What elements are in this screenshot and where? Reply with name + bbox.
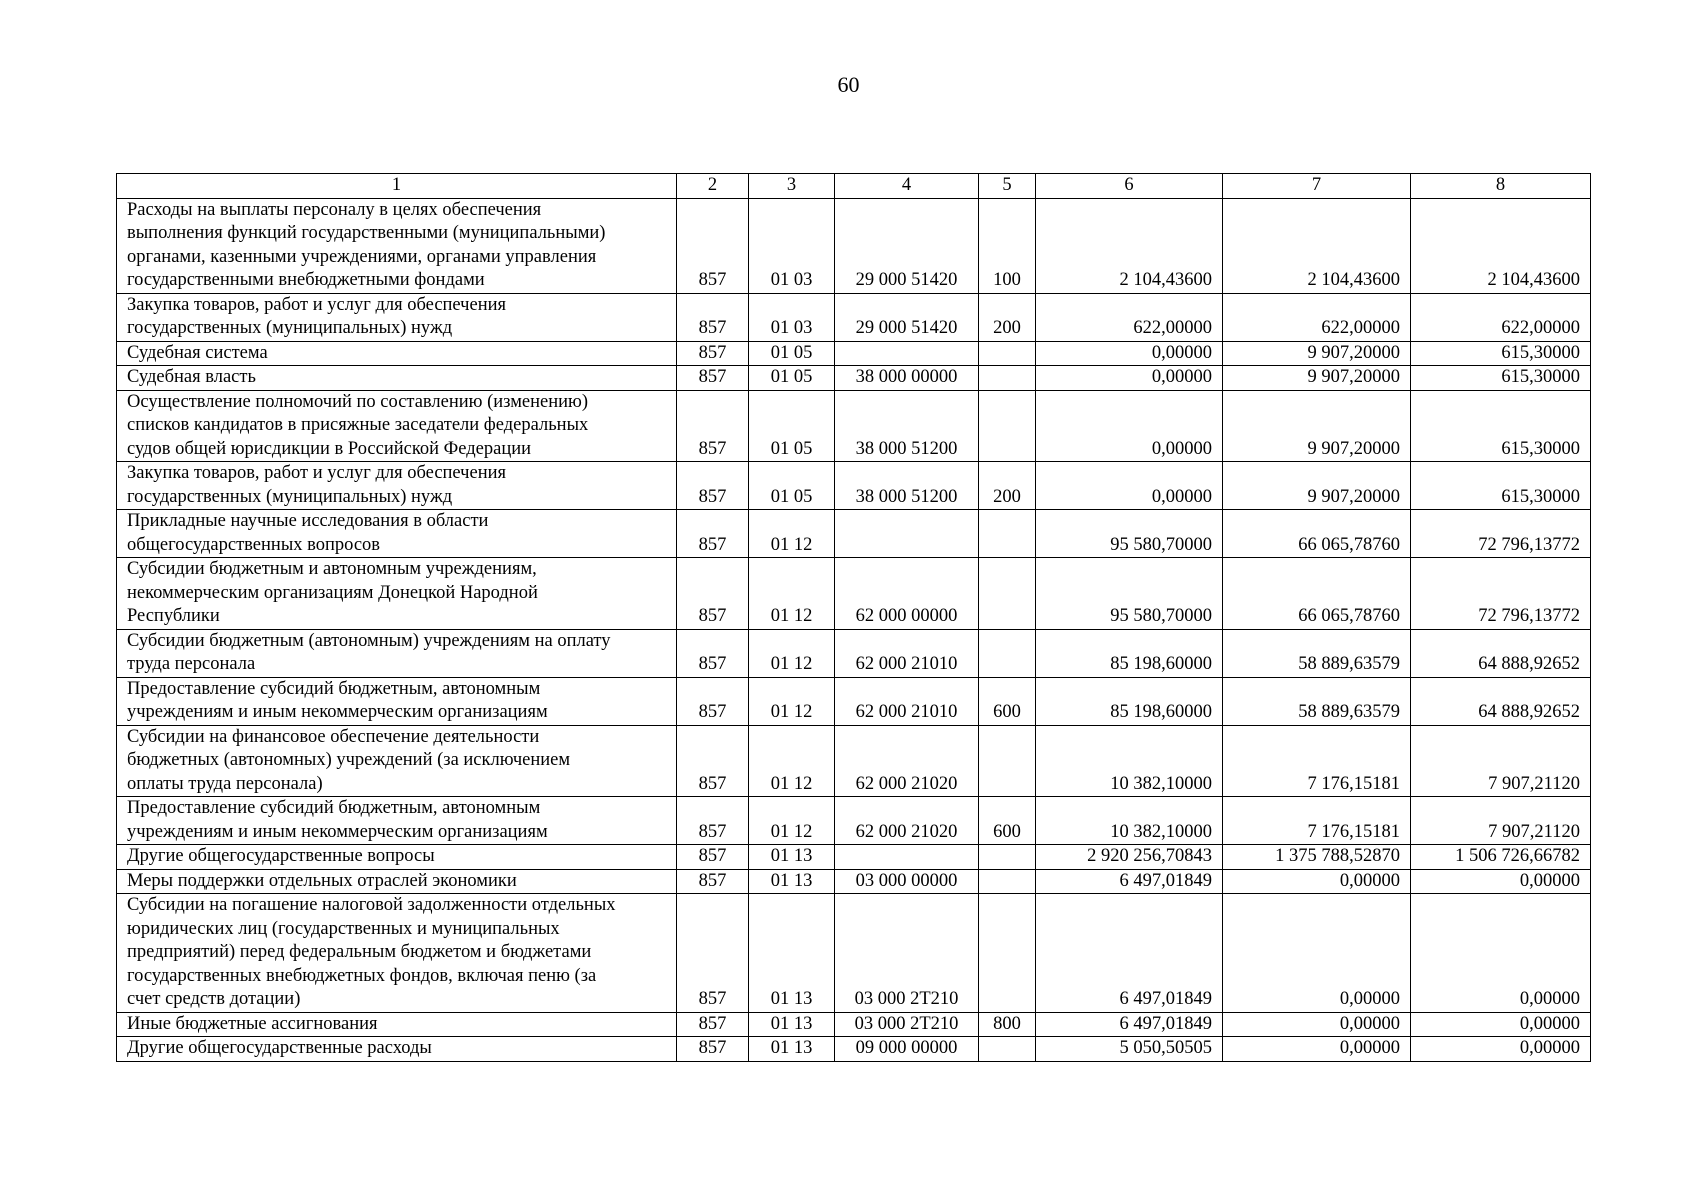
cell-target-article: 38 000 51200 (835, 390, 979, 462)
cell-department-code: 857 (677, 629, 749, 677)
cell-target-article: 03 000 00000 (835, 869, 979, 894)
header-row (117, 174, 1591, 199)
page-number: 60 (837, 72, 860, 97)
cell-amount-col8: 615,30000 (1411, 366, 1591, 391)
cell-amount-col7: 1 375 788,52870 (1223, 845, 1411, 870)
cell-amount-col8: 615,30000 (1411, 462, 1591, 510)
column-header: 8 (1411, 174, 1591, 199)
cell-section-code: 01 12 (749, 629, 835, 677)
cell-department-code: 857 (677, 797, 749, 845)
table-row (117, 629, 1591, 677)
cell-section-code: 01 13 (749, 845, 835, 870)
column-header: 1 (117, 174, 677, 199)
cell-description: Закупка товаров, работ и услуг для обеспечения государственных (муниципальных) нужд (117, 293, 677, 341)
cell-amount-col6: 6 497,01849 (1036, 1012, 1223, 1037)
table-row (117, 462, 1591, 510)
cell-target-article: 38 000 51200 (835, 462, 979, 510)
cell-section-code: 01 13 (749, 1037, 835, 1062)
cell-section-code: 01 05 (749, 462, 835, 510)
cell-department-code: 857 (677, 366, 749, 391)
cell-expense-type (979, 869, 1036, 894)
table-row (117, 894, 1591, 1013)
cell-section-code: 01 12 (749, 725, 835, 797)
cell-amount-col6: 0,00000 (1036, 341, 1223, 366)
table-row (117, 558, 1591, 630)
cell-amount-col8: 64 888,92652 (1411, 629, 1591, 677)
cell-description: Судебная система (117, 341, 677, 366)
cell-amount-col7: 66 065,78760 (1223, 558, 1411, 630)
cell-amount-col6: 622,00000 (1036, 293, 1223, 341)
cell-section-code: 01 03 (749, 293, 835, 341)
cell-amount-col7: 0,00000 (1223, 894, 1411, 1013)
column-header: 4 (835, 174, 979, 199)
table-row (117, 366, 1591, 391)
cell-target-article: 29 000 51420 (835, 293, 979, 341)
cell-description: Расходы на выплаты персоналу в целях обеспечения выполнения функций государственными (муниципальными) органами, казенными учреждениями, органами управления государственными внебюджетными фондами (117, 198, 677, 293)
cell-description: Меры поддержки отдельных отраслей экономики (117, 869, 677, 894)
cell-department-code: 857 (677, 198, 749, 293)
table-row (117, 198, 1591, 293)
cell-description: Судебная власть (117, 366, 677, 391)
cell-expense-type: 600 (979, 677, 1036, 725)
cell-section-code: 01 13 (749, 894, 835, 1013)
cell-target-article: 62 000 21020 (835, 725, 979, 797)
table-row (117, 725, 1591, 797)
cell-amount-col8: 72 796,13772 (1411, 558, 1591, 630)
cell-department-code: 857 (677, 894, 749, 1013)
cell-department-code: 857 (677, 390, 749, 462)
cell-amount-col8: 7 907,21120 (1411, 725, 1591, 797)
cell-department-code: 857 (677, 1012, 749, 1037)
cell-description: Закупка товаров, работ и услуг для обеспечения государственных (муниципальных) нужд (117, 462, 677, 510)
cell-expense-type: 200 (979, 293, 1036, 341)
cell-department-code: 857 (677, 558, 749, 630)
cell-target-article: 29 000 51420 (835, 198, 979, 293)
table-row (117, 390, 1591, 462)
cell-amount-col8: 622,00000 (1411, 293, 1591, 341)
cell-amount-col6: 85 198,60000 (1036, 629, 1223, 677)
cell-expense-type (979, 629, 1036, 677)
cell-expense-type (979, 845, 1036, 870)
cell-section-code: 01 12 (749, 510, 835, 558)
cell-department-code: 857 (677, 341, 749, 366)
cell-amount-col6: 10 382,10000 (1036, 797, 1223, 845)
cell-expense-type (979, 390, 1036, 462)
cell-target-article: 62 000 21020 (835, 797, 979, 845)
cell-description: Осуществление полномочий по составлению (изменению) списков кандидатов в присяжные заседатели федеральных судов общей юрисдикции в Российской Федерации (117, 390, 677, 462)
cell-expense-type: 100 (979, 198, 1036, 293)
column-header: 2 (677, 174, 749, 199)
cell-target-article (835, 341, 979, 366)
cell-department-code: 857 (677, 1037, 749, 1062)
cell-section-code: 01 13 (749, 869, 835, 894)
cell-section-code: 01 13 (749, 1012, 835, 1037)
cell-amount-col6: 0,00000 (1036, 462, 1223, 510)
cell-amount-col6: 85 198,60000 (1036, 677, 1223, 725)
cell-amount-col8: 615,30000 (1411, 341, 1591, 366)
column-header: 7 (1223, 174, 1411, 199)
cell-amount-col6: 6 497,01849 (1036, 869, 1223, 894)
table-row (117, 845, 1591, 870)
cell-target-article: 62 000 21010 (835, 677, 979, 725)
cell-department-code: 857 (677, 510, 749, 558)
cell-department-code: 857 (677, 677, 749, 725)
cell-section-code: 01 05 (749, 390, 835, 462)
column-header: 5 (979, 174, 1036, 199)
cell-amount-col6: 10 382,10000 (1036, 725, 1223, 797)
cell-amount-col6: 0,00000 (1036, 366, 1223, 391)
cell-expense-type (979, 510, 1036, 558)
cell-amount-col8: 2 104,43600 (1411, 198, 1591, 293)
cell-expense-type (979, 725, 1036, 797)
table-row (117, 293, 1591, 341)
cell-target-article (835, 510, 979, 558)
table-row (117, 677, 1591, 725)
cell-section-code: 01 12 (749, 797, 835, 845)
cell-target-article: 09 000 00000 (835, 1037, 979, 1062)
cell-section-code: 01 05 (749, 341, 835, 366)
cell-expense-type: 200 (979, 462, 1036, 510)
cell-amount-col7: 66 065,78760 (1223, 510, 1411, 558)
cell-amount-col8: 0,00000 (1411, 1037, 1591, 1062)
cell-description: Субсидии на финансовое обеспечение деятельности бюджетных (автономных) учреждений (за исключением оплаты труда персонала) (117, 725, 677, 797)
cell-target-article: 03 000 2Т210 (835, 894, 979, 1013)
cell-amount-col7: 0,00000 (1223, 1037, 1411, 1062)
cell-amount-col8: 615,30000 (1411, 390, 1591, 462)
cell-amount-col6: 6 497,01849 (1036, 894, 1223, 1013)
cell-amount-col6: 95 580,70000 (1036, 558, 1223, 630)
cell-amount-col7: 58 889,63579 (1223, 677, 1411, 725)
cell-amount-col8: 0,00000 (1411, 894, 1591, 1013)
column-header: 3 (749, 174, 835, 199)
cell-description: Предоставление субсидий бюджетным, автономным учреждениям и иным некоммерческим организациям (117, 677, 677, 725)
cell-amount-col7: 9 907,20000 (1223, 462, 1411, 510)
cell-section-code: 01 03 (749, 198, 835, 293)
cell-amount-col7: 7 176,15181 (1223, 797, 1411, 845)
cell-amount-col8: 1 506 726,66782 (1411, 845, 1591, 870)
cell-amount-col8: 64 888,92652 (1411, 677, 1591, 725)
cell-amount-col6: 95 580,70000 (1036, 510, 1223, 558)
cell-amount-col8: 0,00000 (1411, 869, 1591, 894)
cell-amount-col7: 622,00000 (1223, 293, 1411, 341)
cell-amount-col6: 2 920 256,70843 (1036, 845, 1223, 870)
cell-expense-type (979, 366, 1036, 391)
cell-section-code: 01 12 (749, 558, 835, 630)
cell-description: Предоставление субсидий бюджетным, автономным учреждениям и иным некоммерческим организациям (117, 797, 677, 845)
cell-target-article: 62 000 00000 (835, 558, 979, 630)
cell-expense-type (979, 341, 1036, 366)
cell-description: Прикладные научные исследования в области общегосударственных вопросов (117, 510, 677, 558)
cell-amount-col7: 0,00000 (1223, 1012, 1411, 1037)
cell-section-code: 01 12 (749, 677, 835, 725)
cell-department-code: 857 (677, 845, 749, 870)
table-row (117, 869, 1591, 894)
cell-expense-type: 600 (979, 797, 1036, 845)
cell-amount-col6: 5 050,50505 (1036, 1037, 1223, 1062)
table-row (117, 1012, 1591, 1037)
budget-table (116, 173, 1591, 1062)
cell-expense-type: 800 (979, 1012, 1036, 1037)
cell-amount-col7: 58 889,63579 (1223, 629, 1411, 677)
cell-expense-type (979, 1037, 1036, 1062)
cell-amount-col7: 2 104,43600 (1223, 198, 1411, 293)
cell-amount-col8: 72 796,13772 (1411, 510, 1591, 558)
cell-amount-col8: 0,00000 (1411, 1012, 1591, 1037)
cell-amount-col6: 0,00000 (1036, 390, 1223, 462)
cell-target-article (835, 845, 979, 870)
table-row (117, 510, 1591, 558)
cell-amount-col7: 0,00000 (1223, 869, 1411, 894)
cell-expense-type (979, 558, 1036, 630)
cell-amount-col6: 2 104,43600 (1036, 198, 1223, 293)
table-row (117, 1037, 1591, 1062)
cell-amount-col7: 9 907,20000 (1223, 390, 1411, 462)
cell-department-code: 857 (677, 293, 749, 341)
cell-amount-col7: 9 907,20000 (1223, 341, 1411, 366)
cell-target-article: 03 000 2Т210 (835, 1012, 979, 1037)
column-header: 6 (1036, 174, 1223, 199)
cell-department-code: 857 (677, 462, 749, 510)
cell-department-code: 857 (677, 869, 749, 894)
cell-description: Другие общегосударственные расходы (117, 1037, 677, 1062)
cell-target-article: 62 000 21010 (835, 629, 979, 677)
cell-description: Субсидии бюджетным и автономным учреждениям, некоммерческим организациям Донецкой Народной Республики (117, 558, 677, 630)
cell-amount-col7: 7 176,15181 (1223, 725, 1411, 797)
cell-expense-type (979, 894, 1036, 1013)
cell-amount-col8: 7 907,21120 (1411, 797, 1591, 845)
cell-description: Субсидии бюджетным (автономным) учреждениям на оплату труда персонала (117, 629, 677, 677)
cell-target-article: 38 000 00000 (835, 366, 979, 391)
cell-description: Иные бюджетные ассигнования (117, 1012, 677, 1037)
table-row (117, 797, 1591, 845)
cell-description: Другие общегосударственные вопросы (117, 845, 677, 870)
cell-section-code: 01 05 (749, 366, 835, 391)
cell-department-code: 857 (677, 725, 749, 797)
cell-description: Субсидии на погашение налоговой задолженности отдельных юридических лиц (государственных и муниципальных предприятий) перед федеральным бюджетом и бюджетами государственных внебюджетных фондов, включая пеню (за счет средств дотации) (117, 894, 677, 1013)
cell-amount-col7: 9 907,20000 (1223, 366, 1411, 391)
table-row (117, 341, 1591, 366)
